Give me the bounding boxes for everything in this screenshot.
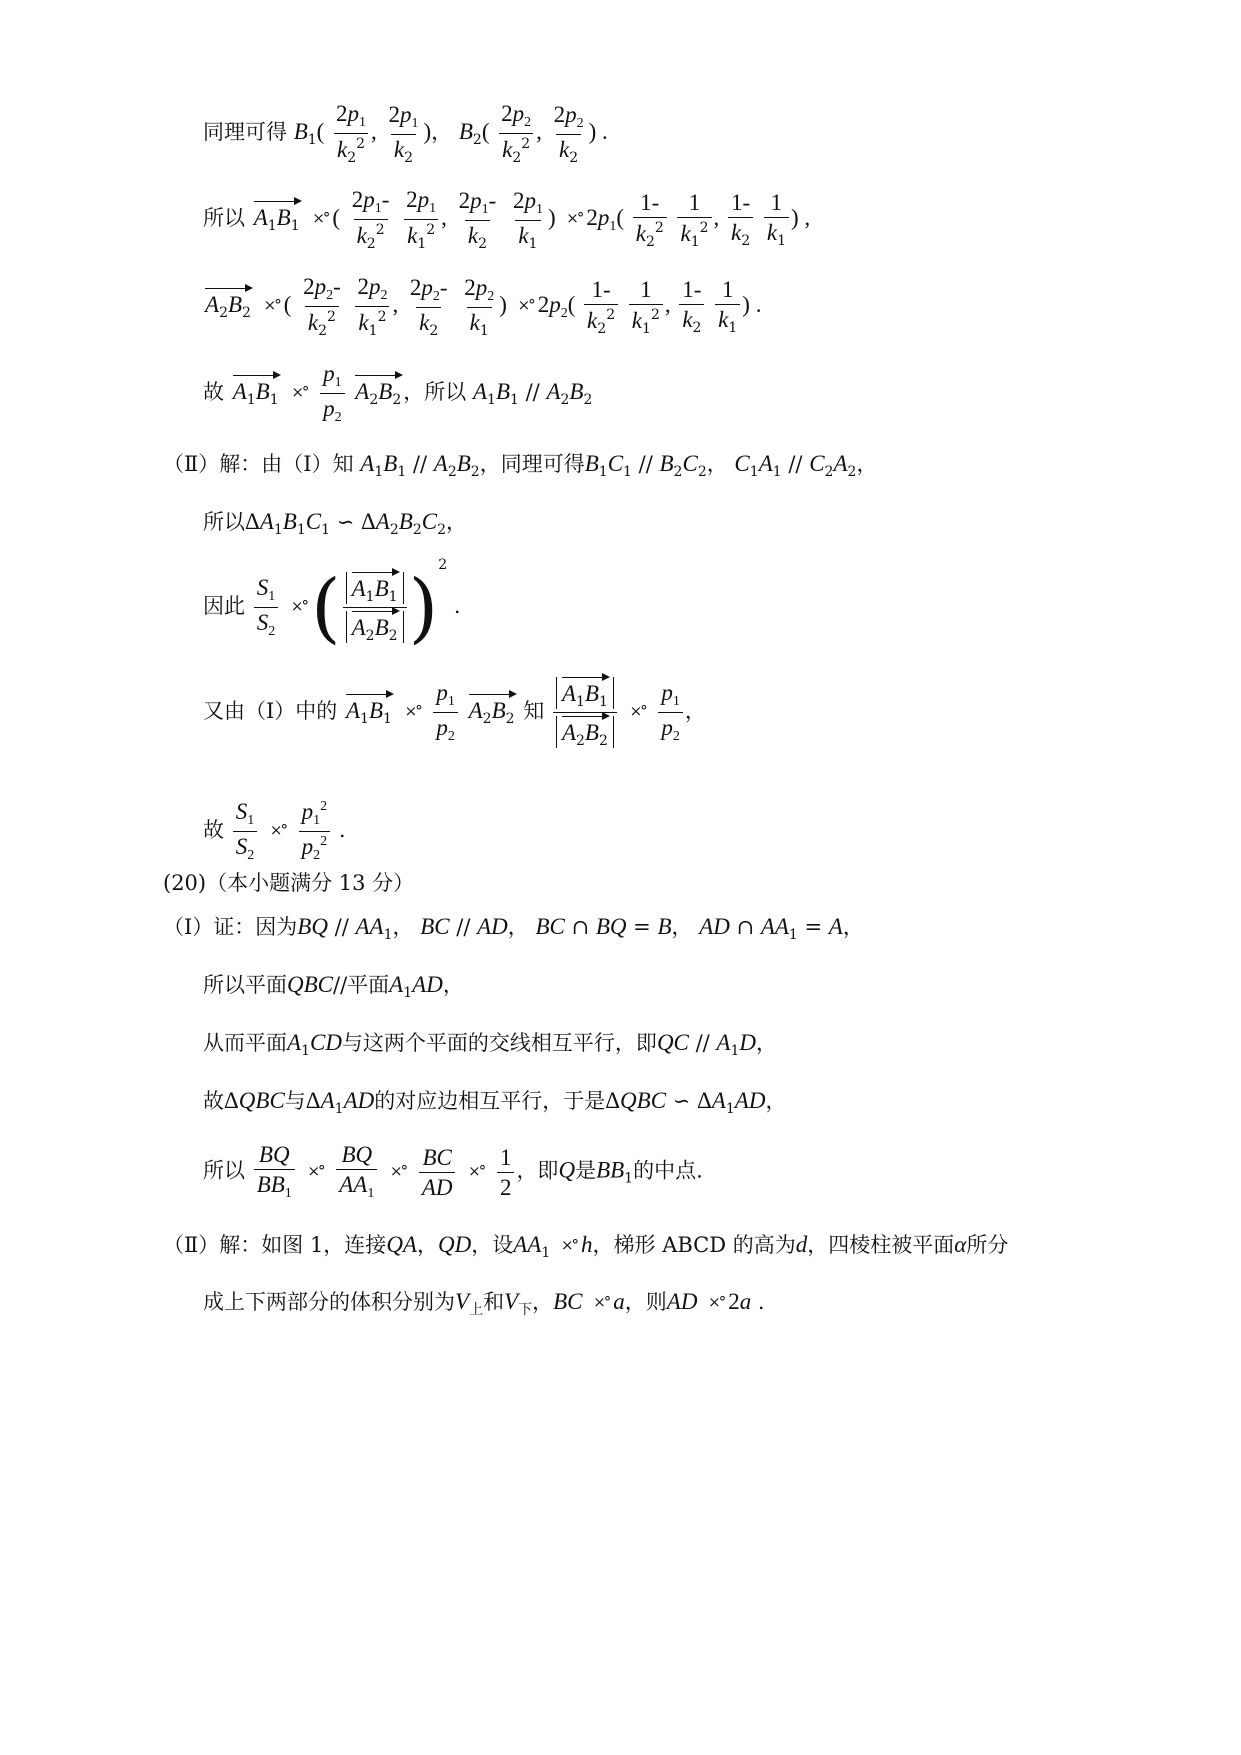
line-11: （Ⅰ）证：因为BQ // $AA_1$， BC // AD， BC ∩ BQ = B， AD ∩ $AA_1 = A$， bbox=[163, 914, 864, 943]
text: 所以 bbox=[203, 510, 245, 534]
text-mid: 与这两个平面的交线相互平行，即 bbox=[341, 1031, 657, 1055]
text: 故 bbox=[203, 818, 224, 842]
text-e: 所分 bbox=[966, 1233, 1009, 1257]
sub-down: 下 bbox=[518, 1302, 533, 1318]
line-1: 同理可得 $B_1$( $\frac{2p_1}{k_2^2}$ , $\frac{2p_1}{k_2}$ )， $B_2$( $\frac{2p_2}{k_2^2}$ , $\frac{2p_2}{k_2}$ ) . bbox=[203, 101, 608, 166]
line-9: 故 $\frac{S_1}{S_2}$ ×° $\frac{p_1^2}{p_2^2}$ . bbox=[203, 799, 346, 863]
text: 所以 bbox=[203, 1158, 245, 1183]
text-tail2: 是 bbox=[575, 1158, 597, 1183]
line-6: 所以$\Delta A_1B_1C_1$ ∽ $\Delta A_2B_2C_2$， bbox=[203, 509, 468, 538]
text-mid1: 与 bbox=[284, 1089, 306, 1113]
text: 同理可得 bbox=[203, 120, 287, 144]
text-a: ， bbox=[416, 1233, 438, 1257]
text: 故 bbox=[203, 1089, 224, 1113]
line-16: （Ⅱ）解：如图 1，连接QA，QD，设$AA_1$ ×° h，梯形 ABCD 的高为d，四棱柱被平面α所分 bbox=[163, 1232, 1009, 1261]
text-mid: ，同理可得 bbox=[479, 452, 585, 476]
text: 又由（Ⅰ）中的 bbox=[203, 699, 338, 723]
text-c: ，梯形 ABCD 的高为 bbox=[592, 1233, 796, 1257]
text-d: ，四棱柱被平面 bbox=[807, 1233, 955, 1257]
line-17: 成上下两部分的体积分别为$V_上$和$V_下$，BC ×° a，则AD ×° 2a . bbox=[203, 1289, 765, 1318]
text: （Ⅰ）证：因为 bbox=[163, 915, 298, 939]
text-comma: ，所以 bbox=[403, 380, 467, 404]
text: （Ⅱ）解：由（Ⅰ）知 bbox=[163, 452, 354, 476]
text-zhi: 知 bbox=[523, 699, 545, 723]
text: (20)（本小题满分 13 分） bbox=[163, 871, 415, 895]
text: 因此 bbox=[203, 594, 245, 618]
line-13: 从而平面$A_1CD$与这两个平面的交线相互平行，即QC // $A_1D$， bbox=[203, 1030, 778, 1059]
text: 从而平面 bbox=[203, 1031, 287, 1055]
line-4: 故 $A_1B_1$ ×° $\frac{p_1}{p_2}$ $A_2B_2$，所以 $A_1B_1 // A_2B_2$ bbox=[203, 361, 593, 425]
line-14: 故ΔQBC与$\Delta A_1AD$的对应边相互平行，于是ΔQBC ∽ $\Delta A_1AD$， bbox=[203, 1088, 787, 1117]
line-7: 因此 $\frac{S_1}{S_2}$ ×°( $\frac{A_1B_1}{A_2B_2}$ )$^2$ . bbox=[203, 557, 461, 652]
line-3: $A_2B_2$ ×° ( $\frac{2p_2-}{k_2^2}$ $\frac{2p_2}{k_1^2}$ , $\frac{2p_2-}{k_2}$ $\frac{2p_2}{k_1}$ ) ×° $2p_2$( $\frac{1-}{k_2^2}$ $\frac{1}{k_1^2}$ , $\frac{1-}{k_2}$ $\frac{1}{k_1}$ ) . bbox=[205, 274, 762, 339]
text: 成上下两部分的体积分别为 bbox=[203, 1290, 455, 1314]
text-tail1: ，即 bbox=[516, 1158, 559, 1183]
text-mid2: 的对应边相互平行，于是 bbox=[374, 1089, 606, 1113]
text-mid: //平面 bbox=[333, 973, 390, 997]
text-he: 和 bbox=[483, 1290, 505, 1314]
text: 所以 bbox=[203, 206, 245, 230]
text: 故 bbox=[203, 380, 224, 404]
line-2: 所以 $A_1B_1$ ×° ( $\frac{2p_1-}{k_2^2}$ $\frac{2p_1}{k_1^2}$ , $\frac{2p_1-}{k_2}$ $\frac{2p_1}{k_1}$ ) ×° $2p_1$( $\frac{1-}{k_2^2}$ $\frac{1}{k_1^2}$ , $\frac{1-}{k_2}$ $\frac{1}{k_1}$ ) , bbox=[203, 187, 811, 252]
text-c1: ， bbox=[532, 1290, 554, 1314]
sub-up: 上 bbox=[469, 1302, 484, 1318]
line-12: 所以平面QBC//平面$A_1AD$， bbox=[203, 972, 464, 1001]
text-tail3: 的中点. bbox=[633, 1158, 703, 1183]
text-b: ，设 bbox=[471, 1233, 514, 1257]
text: 所以平面 bbox=[203, 973, 287, 997]
line-15: 所以 $\frac{BQ}{BB_1}$ ×° $\frac{BQ}{AA_1}$ ×° $\frac{BC}{AD}$ ×° $\frac{1}{2}$ ，即Q是$BB_1$的中点. bbox=[203, 1142, 703, 1201]
line-10 bbox=[163, 873, 414, 894]
line-8: 又由（Ⅰ）中的 $A_1B_1$ ×° $\frac{p_1}{p_2}$ $A_2B_2$ 知 $\frac{A_1B_1}{A_2B_2}$ ×° $\frac{p_1}{p_2}$ ， bbox=[203, 677, 706, 748]
text-c2: ，则 bbox=[624, 1290, 667, 1314]
text: （Ⅱ）解：如图 1，连接 bbox=[163, 1233, 387, 1257]
line-5: （Ⅱ）解：由（Ⅰ）知 $A_1B_1 // A_2B_2$，同理可得$B_1C_1 // B_2C_2$， $C_1A_1 // C_2A_2$， bbox=[163, 451, 878, 480]
